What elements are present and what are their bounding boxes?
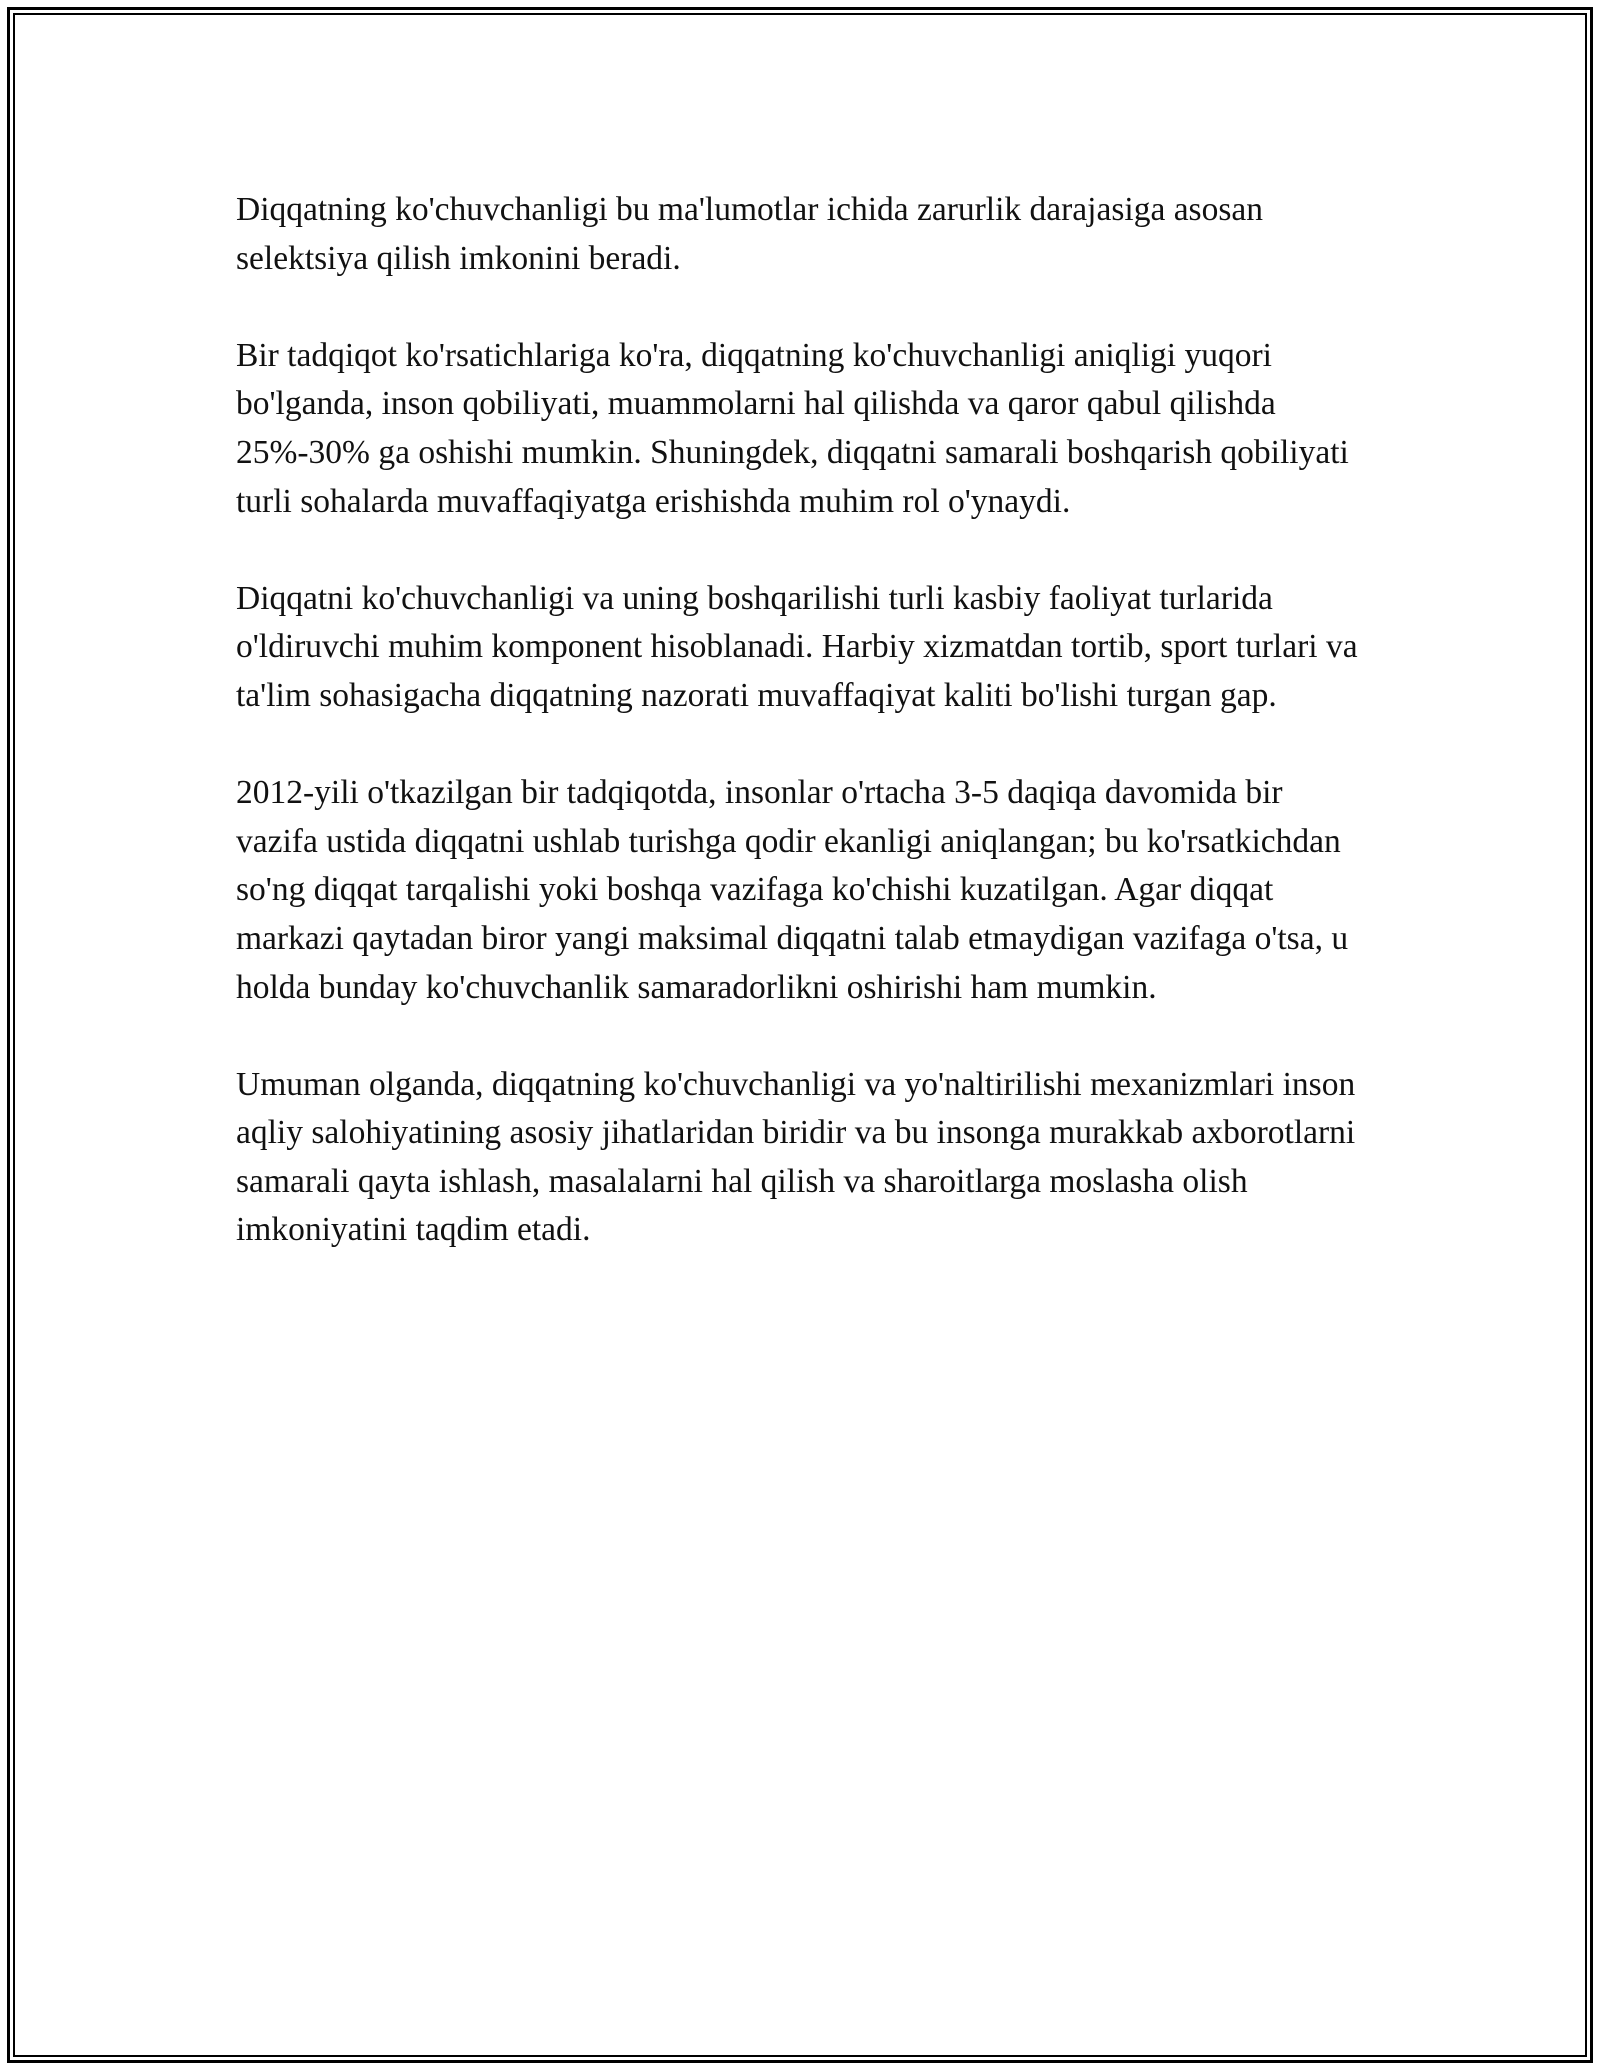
document-body	[236, 186, 1366, 1304]
paragraph-3: Diqqatni ko'chuvchanligi va uning boshqarilishi turli kasbiy faoliyat turlarida o'ldiruvchi muhim komponent hisoblanadi. Harbiy xizmatdan tortib, sport turlari va ta'lim sohasigacha diqqatning nazorati muvaffaqiyat kaliti bo'lishi turgan gap.	[236, 579, 1358, 714]
paragraph-2: Bir tadqiqot ko'rsatichlariga ko'ra, diqqatning ko'chuvchanligi aniqligi yuqori bo'lganda, inson qobiliyati, muammolarni hal qilishda va qaror qabul qilishda 25%-30% ga oshishi mumkin. Shuningdek, diqqatni samarali boshqarish qobiliyati turli sohalarda muvaffaqiyatga erishishda muhim rol o'ynaydi.	[236, 336, 1349, 520]
paragraph-4: 2012-yili o'tkazilgan bir tadqiqotda, insonlar o'rtacha 3-5 daqiqa davomida bir vazifa ustida diqqatni ushlab turishga qodir ekanligi aniqlangan; bu ko'rsatkichdan so'ng diqqat tarqalishi yoki boshqa vazifaga ko'chishi kuzatilgan. Agar diqqat markazi qaytadan biror yangi maksimal diqqatni talab etmaydigan vazifaga o'tsa, u holda bunday ko'chuvchanlik samaradorlikni oshirishi ham mumkin.	[236, 774, 1349, 1006]
paragraph-1: Diqqatning ko'chuvchanligi bu ma'lumotlar ichida zarurlik darajasiga asosan selektsiya qilish imkonini beradi.	[236, 191, 1264, 277]
paragraph-5: Umuman olganda, diqqatning ko'chuvchanligi va yo'naltirilishi mexanizmlari inson aqliy salohiyatining asosiy jihatlaridan biridir va bu insonga murakkab axborotlarni samarali qayta ishlash, masalalarni hal qilish va sharoitlarga moslasha olish imkoniyatini taqdim etadi.	[236, 1065, 1356, 1249]
